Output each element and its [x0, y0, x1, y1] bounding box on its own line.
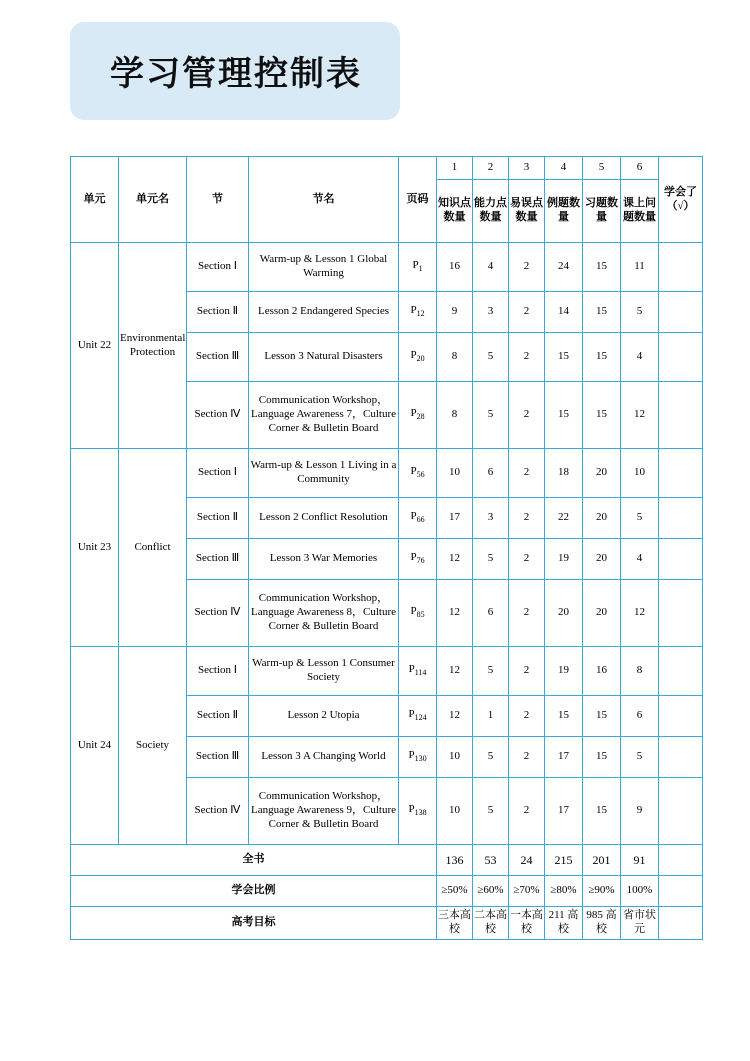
value-cell: 12 [621, 382, 659, 449]
total-value: 136 [437, 845, 473, 876]
value-cell: 2 [509, 498, 545, 539]
value-cell: 10 [437, 449, 473, 498]
section-cell: Section Ⅳ [187, 778, 249, 845]
value-cell: 6 [621, 696, 659, 737]
ratio-value: 100% [621, 876, 659, 907]
page-cell: $P_{130}$ [399, 737, 437, 778]
value-cell: 2 [509, 539, 545, 580]
header-num-6: 6 [621, 157, 659, 180]
value-cell: 15 [583, 243, 621, 292]
value-cell: 4 [621, 333, 659, 382]
value-cell: 10 [437, 778, 473, 845]
learned-checkbox-cell[interactable] [659, 498, 703, 539]
value-cell: 15 [545, 382, 583, 449]
value-cell: 9 [621, 778, 659, 845]
value-cell: 19 [545, 539, 583, 580]
learned-checkbox-cell[interactable] [659, 580, 703, 647]
value-cell: 15 [583, 696, 621, 737]
value-cell: 5 [473, 647, 509, 696]
value-cell: 2 [509, 333, 545, 382]
total-value: 215 [545, 845, 583, 876]
value-cell: 10 [621, 449, 659, 498]
page-cell: $P_{12}$ [399, 292, 437, 333]
section-cell: Section Ⅱ [187, 498, 249, 539]
learned-checkbox-cell[interactable] [659, 243, 703, 292]
learned-checkbox-cell[interactable] [659, 539, 703, 580]
section-cell: Section Ⅰ [187, 449, 249, 498]
section-name-cell: Lesson 2 Utopia [249, 696, 399, 737]
unit-cell: Unit 23 [71, 449, 119, 647]
ratio-row [71, 876, 703, 907]
value-cell: 12 [437, 696, 473, 737]
value-cell: 22 [545, 498, 583, 539]
value-cell: 18 [545, 449, 583, 498]
value-cell: 6 [473, 449, 509, 498]
ratio-value: ≥70% [509, 876, 545, 907]
value-cell: 2 [509, 696, 545, 737]
goal-value: 一本高校 [509, 907, 545, 940]
value-cell: 15 [583, 737, 621, 778]
total-value: 91 [621, 845, 659, 876]
table-row [71, 243, 703, 292]
total-learned-cell [659, 845, 703, 876]
section-name-cell: Communication Workshop，Language Awareness 8，Culture Corner & Bulletin Board [249, 580, 399, 647]
title-banner [70, 22, 400, 120]
study-management-table [70, 156, 703, 940]
goal-label: 高考目标 [71, 907, 437, 940]
page-cell: $P_{85}$ [399, 580, 437, 647]
goal-value: 211 高校 [545, 907, 583, 940]
header-label-6: 课上问题数量 [621, 180, 659, 243]
value-cell: 16 [437, 243, 473, 292]
value-cell: 2 [509, 778, 545, 845]
learned-checkbox-cell[interactable] [659, 778, 703, 845]
table-row [71, 449, 703, 498]
learned-checkbox-cell[interactable] [659, 647, 703, 696]
unit-name-cell: Society [119, 647, 187, 845]
unit-cell: Unit 22 [71, 243, 119, 449]
value-cell: 11 [621, 243, 659, 292]
value-cell: 5 [621, 498, 659, 539]
header-label-2: 能力点数量 [473, 180, 509, 243]
header-num-3: 3 [509, 157, 545, 180]
page-cell: $P_{28}$ [399, 382, 437, 449]
section-cell: Section Ⅰ [187, 647, 249, 696]
page-cell: $P_1$ [399, 243, 437, 292]
section-cell: Section Ⅳ [187, 382, 249, 449]
value-cell: 5 [473, 539, 509, 580]
section-cell: Section Ⅲ [187, 333, 249, 382]
section-name-cell: Warm-up & Lesson 1 Global Warming [249, 243, 399, 292]
goal-row [71, 907, 703, 940]
section-name-cell: Warm-up & Lesson 1 Consumer Society [249, 647, 399, 696]
value-cell: 12 [437, 647, 473, 696]
learned-checkbox-cell[interactable] [659, 737, 703, 778]
value-cell: 5 [621, 737, 659, 778]
value-cell: 12 [437, 539, 473, 580]
value-cell: 17 [545, 737, 583, 778]
section-name-cell: Lesson 3 A Changing World [249, 737, 399, 778]
value-cell: 20 [545, 580, 583, 647]
value-cell: 4 [621, 539, 659, 580]
section-name-cell: Lesson 2 Conflict Resolution [249, 498, 399, 539]
header-label-1: 知识点数量 [437, 180, 473, 243]
value-cell: 2 [509, 449, 545, 498]
header-unit-name: 单元名 [119, 157, 187, 243]
page-cell: $P_{56}$ [399, 449, 437, 498]
value-cell: 14 [545, 292, 583, 333]
header-page: 页码 [399, 157, 437, 243]
header-num-5: 5 [583, 157, 621, 180]
value-cell: 24 [545, 243, 583, 292]
value-cell: 1 [473, 696, 509, 737]
value-cell: 15 [583, 778, 621, 845]
ratio-label: 学会比例 [71, 876, 437, 907]
section-cell: Section Ⅳ [187, 580, 249, 647]
page-cell: $P_{76}$ [399, 539, 437, 580]
page-cell: $P_{114}$ [399, 647, 437, 696]
value-cell: 20 [583, 498, 621, 539]
value-cell: 20 [583, 539, 621, 580]
value-cell: 15 [583, 292, 621, 333]
header-section-name: 节名 [249, 157, 399, 243]
learned-checkbox-cell[interactable] [659, 333, 703, 382]
value-cell: 3 [473, 292, 509, 333]
header-num-1: 1 [437, 157, 473, 180]
unit-name-cell: Conflict [119, 449, 187, 647]
header-num-2: 2 [473, 157, 509, 180]
value-cell: 2 [509, 647, 545, 696]
learned-checkbox-cell[interactable] [659, 292, 703, 333]
value-cell: 2 [509, 580, 545, 647]
value-cell: 12 [437, 580, 473, 647]
header-num-4: 4 [545, 157, 583, 180]
ratio-value: ≥90% [583, 876, 621, 907]
value-cell: 15 [583, 333, 621, 382]
ratio-value: ≥80% [545, 876, 583, 907]
value-cell: 16 [583, 647, 621, 696]
section-name-cell: Communication Workshop，Language Awareness 7，Culture Corner & Bulletin Board [249, 382, 399, 449]
section-cell: Section Ⅰ [187, 243, 249, 292]
section-name-cell: Lesson 3 War Memories [249, 539, 399, 580]
header-label-3: 易误点数量 [509, 180, 545, 243]
value-cell: 20 [583, 580, 621, 647]
value-cell: 2 [509, 382, 545, 449]
value-cell: 3 [473, 498, 509, 539]
value-cell: 10 [437, 737, 473, 778]
learned-checkbox-cell[interactable] [659, 696, 703, 737]
section-name-cell: Communication Workshop，Language Awareness 9，Culture Corner & Bulletin Board [249, 778, 399, 845]
value-cell: 8 [437, 333, 473, 382]
goal-learned-cell [659, 907, 703, 940]
value-cell: 5 [473, 333, 509, 382]
section-name-cell: Lesson 3 Natural Disasters [249, 333, 399, 382]
unit-name-cell: Environmental Protection [119, 243, 187, 449]
value-cell: 17 [545, 778, 583, 845]
value-cell: 4 [473, 243, 509, 292]
value-cell: 9 [437, 292, 473, 333]
value-cell: 6 [473, 580, 509, 647]
value-cell: 15 [545, 333, 583, 382]
page-cell: $P_{124}$ [399, 696, 437, 737]
total-row [71, 845, 703, 876]
learned-checkbox-cell[interactable] [659, 449, 703, 498]
section-cell: Section Ⅲ [187, 539, 249, 580]
section-name-cell: Lesson 2 Endangered Species [249, 292, 399, 333]
value-cell: 15 [545, 696, 583, 737]
page-cell: $P_{20}$ [399, 333, 437, 382]
header-label-5: 习题数量 [583, 180, 621, 243]
value-cell: 5 [473, 737, 509, 778]
value-cell: 17 [437, 498, 473, 539]
value-cell: 5 [473, 382, 509, 449]
page-title: 学习管理控制表 [110, 55, 362, 93]
header-unit: 单元 [71, 157, 119, 243]
header-learned: 学会了（√） [659, 157, 703, 243]
value-cell: 8 [621, 647, 659, 696]
section-name-cell: Warm-up & Lesson 1 Living in a Community [249, 449, 399, 498]
value-cell: 8 [437, 382, 473, 449]
value-cell: 19 [545, 647, 583, 696]
goal-value: 二本高校 [473, 907, 509, 940]
goal-value: 985 高校 [583, 907, 621, 940]
page-cell: $P_{138}$ [399, 778, 437, 845]
value-cell: 2 [509, 737, 545, 778]
study-management-table-wrap [70, 156, 697, 940]
ratio-value: ≥50% [437, 876, 473, 907]
goal-value: 省市状元 [621, 907, 659, 940]
value-cell: 15 [583, 382, 621, 449]
page-cell: $P_{66}$ [399, 498, 437, 539]
header-section: 节 [187, 157, 249, 243]
goal-value: 三本高校 [437, 907, 473, 940]
section-cell: Section Ⅱ [187, 696, 249, 737]
value-cell: 5 [473, 778, 509, 845]
header-label-4: 例题数量 [545, 180, 583, 243]
total-value: 24 [509, 845, 545, 876]
unit-cell: Unit 24 [71, 647, 119, 845]
total-label: 全书 [71, 845, 437, 876]
table-row [71, 647, 703, 696]
value-cell: 12 [621, 580, 659, 647]
total-value: 201 [583, 845, 621, 876]
section-cell: Section Ⅱ [187, 292, 249, 333]
total-value: 53 [473, 845, 509, 876]
learned-checkbox-cell[interactable] [659, 382, 703, 449]
section-cell: Section Ⅲ [187, 737, 249, 778]
table-header-number-row [71, 157, 703, 180]
value-cell: 2 [509, 292, 545, 333]
value-cell: 2 [509, 243, 545, 292]
ratio-value: ≥60% [473, 876, 509, 907]
ratio-learned-cell [659, 876, 703, 907]
value-cell: 20 [583, 449, 621, 498]
value-cell: 5 [621, 292, 659, 333]
